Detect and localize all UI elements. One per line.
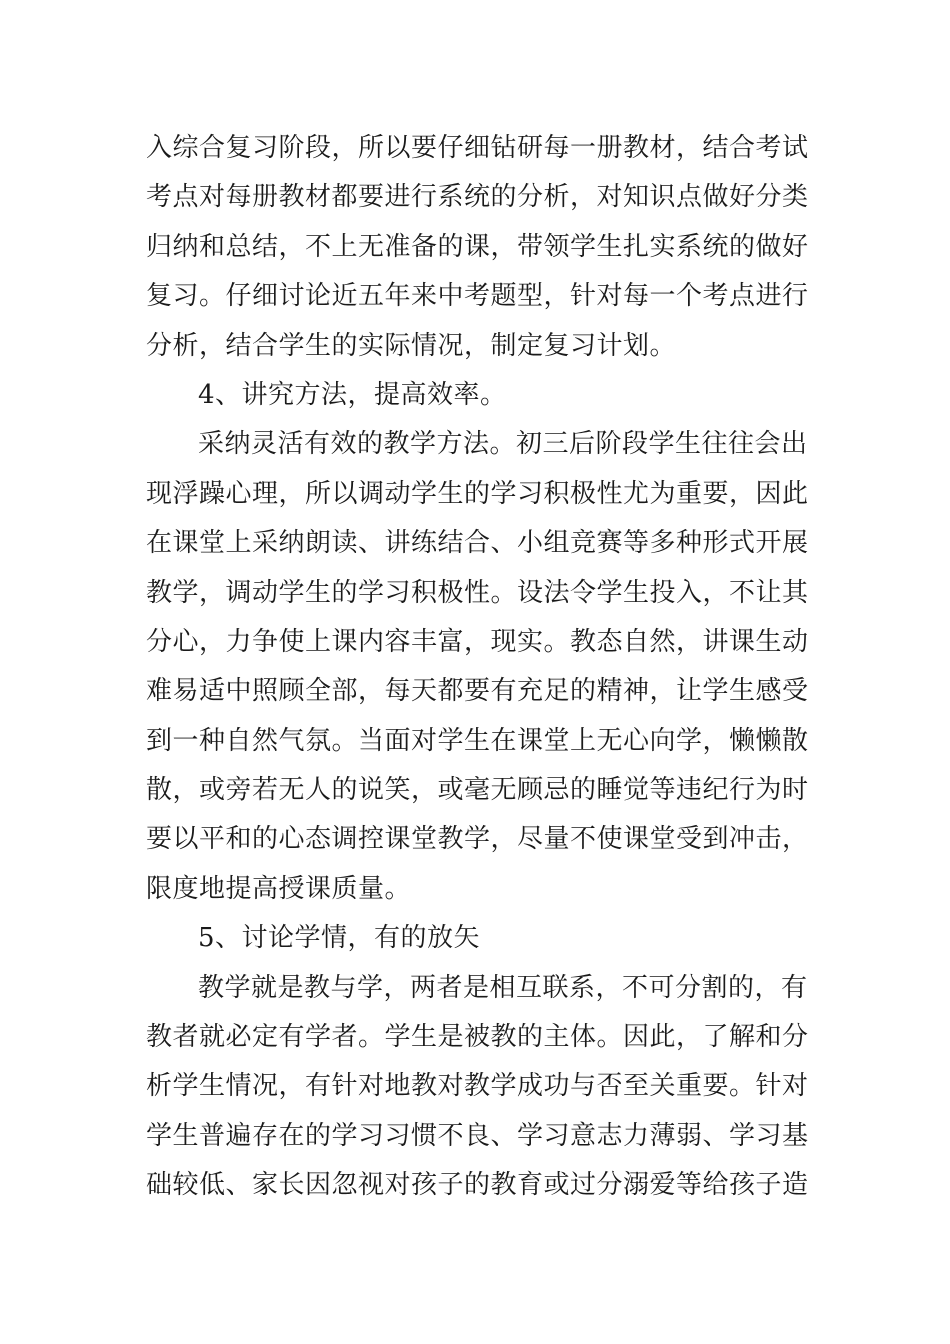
text-line: 到一种自然气氛。当面对学生在课堂上无心向学，懒懒散: [146, 725, 809, 756]
section-heading: 5、讨论学情，有的放矢: [198, 923, 481, 954]
text-line: 入综合复习阶段，所以要仔细钻研每一册教材，结合考试: [146, 133, 809, 163]
paragraph-start: 采纳灵活有效的教学方法。初三后阶段学生往往会出: [198, 429, 808, 460]
text-line: 教学，调动学生的学习积极性。设法令学生投入，不让其: [146, 577, 809, 608]
text-line: 分心，力争使上课内容丰富，现实。教态自然，讲课生动: [146, 626, 809, 657]
text-line: 难易适中照顾全部，每天都要有充足的精神，让学生感受: [146, 676, 809, 707]
text-line: 在课堂上采纳朗读、讲练结合、小组竞赛等多种形式开展: [146, 528, 809, 559]
document-body: [146, 124, 810, 1211]
text-line: 析学生情况，有针对地教对教学成功与否至关重要。针对: [146, 1071, 809, 1102]
text-line: 散，或旁若无人的说笑，或毫无顾忌的睡觉等违纪行为时: [146, 775, 809, 806]
text-line: 现浮躁心理，所以调动学生的学习积极性尤为重要，因此: [146, 478, 809, 509]
text-line: 分析，结合学生的实际情况，制定复习计划。: [146, 330, 677, 361]
text-line: 学生普遍存在的学习习惯不良、学习意志力薄弱、学习基: [146, 1120, 809, 1151]
text-line: 要以平和的心态调控课堂教学，尽量不使课堂受到冲击，: [146, 824, 809, 855]
text-line: 础较低、家长因忽视对孩子的教育或过分溺爱等给孩子造: [146, 1170, 809, 1201]
section-heading: 4、讲究方法，提高效率。: [198, 379, 507, 410]
paragraph-start: 教学就是教与学，两者是相互联系，不可分割的，有: [198, 972, 808, 1003]
text-line: 考点对每册教材都要进行系统的分析，对知识点做好分类: [146, 182, 809, 213]
text-line: 教者就必定有学者。学生是被教的主体。因此，了解和分: [146, 1022, 809, 1053]
text-line: 复习。仔细讨论近五年来中考题型，针对每一个考点进行: [146, 281, 809, 312]
text-line: 限度地提高授课质量。: [146, 873, 412, 904]
text-line: 归纳和总结，不上无准备的课，带领学生扎实系统的做好: [146, 231, 809, 262]
